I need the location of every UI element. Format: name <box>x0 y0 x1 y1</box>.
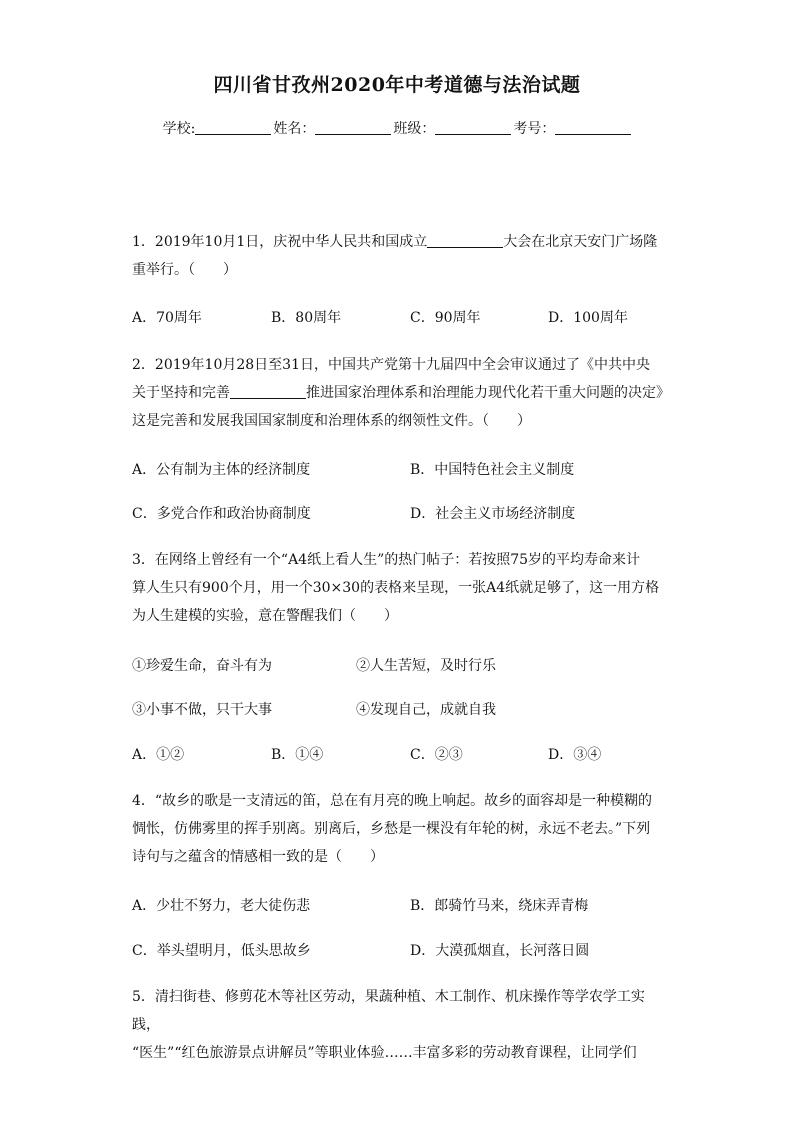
question-1-blank <box>427 233 503 248</box>
question-3-stem <box>132 546 672 630</box>
question-3-line-1: 3．在网络上曾经有一个“A4纸上看人生”的热门帖子：若按照75岁的平均寿命来计 <box>132 552 641 568</box>
exam-no-label: 考号： <box>513 121 556 137</box>
question-1-option-b: B．80周年 <box>271 310 342 326</box>
question-3-option-a: A．①② <box>132 747 185 763</box>
question-2-blank <box>230 384 306 399</box>
question-2-option-c: C．多党合作和政治协商制度 <box>132 506 311 522</box>
exam-no-blank[interactable] <box>555 120 631 135</box>
question-1-line-2: 重举行。（ ） <box>132 262 237 278</box>
question-2-option-d: D．社会主义市场经济制度 <box>410 506 576 522</box>
question-3-statement-3: ③小事不做，只干大事 <box>132 702 272 718</box>
name-label: 姓名： <box>273 121 316 137</box>
question-4-option-a: A．少壮不努力，老大徒伤悲 <box>132 898 311 914</box>
school-blank[interactable] <box>195 120 271 135</box>
question-3-statement-4: ④发现自己，成就自我 <box>356 702 496 718</box>
question-5-line-1: 5．清扫街巷、修剪花木等社区劳动，果蔬种植、木工制作、机床操作等学农学工实践， <box>132 989 645 1033</box>
question-2-option-a: A．公有制为主体的经济制度 <box>132 462 311 478</box>
school-label: 学校: <box>162 121 196 137</box>
question-4-line-3: 诗句与之蕴含的情感相一致的是（ ） <box>132 849 384 865</box>
class-label: 班级： <box>393 121 436 137</box>
question-2-option-b: B．中国特色社会主义制度 <box>410 462 575 478</box>
question-1-option-c: C．90周年 <box>410 310 481 326</box>
exam-title: 四川省甘孜州2020年中考道德与法治试题 <box>213 74 581 96</box>
question-2-line-3: 这是完善和发展我国国家制度和治理体系的纲领性文件。（ ） <box>132 413 531 429</box>
question-3-option-b: B．①④ <box>271 747 324 763</box>
question-1-option-d: D．100周年 <box>548 310 628 326</box>
question-2-line-1: 2．2019年10月28日至31日，中国共产党第十九届四中全会审议通过了《中共中央 <box>132 357 650 373</box>
name-blank[interactable] <box>315 120 391 135</box>
question-4-line-2: 惆怅，仿佛雾里的挥手别离。别离后，乡愁是一棵没有年轮的树，永远不老去。”下列 <box>132 821 651 837</box>
question-4-option-c: C．举头望明月，低头思故乡 <box>132 943 311 959</box>
question-4-option-b: B．郎骑竹马来，绕床弄青梅 <box>410 898 589 914</box>
question-1-option-a: A．70周年 <box>132 310 202 326</box>
question-1-stem <box>132 228 672 284</box>
question-2-stem <box>132 351 672 435</box>
question-1-line-1: 1．2019年10月1日，庆祝中华人民共和国成立 大会在北京天安门广场隆 <box>132 234 658 250</box>
question-3-line-2: 算人生只有900个月，用一个30×30的表格来呈现，一张A4纸就足够了，这一用方格 <box>132 580 660 596</box>
question-4-line-1: 4．“故乡的歌是一支清远的笛，总在有月亮的晚上响起。故乡的面容却是一种模糊的 <box>132 793 653 809</box>
question-4-stem <box>132 787 672 871</box>
question-3-option-c: C．②③ <box>410 747 463 763</box>
question-3-statement-2: ②人生苦短，及时行乐 <box>356 658 496 674</box>
question-5-line-2: “医生”“红色旅游景点讲解员”等职业体验……丰富多彩的劳动教育课程，让同学们 <box>132 1045 637 1061</box>
class-blank[interactable] <box>435 120 511 135</box>
question-4-option-d: D．大漠孤烟直，长河落日圆 <box>410 943 590 959</box>
question-3-statement-1: ①珍爱生命，奋斗有为 <box>132 658 272 674</box>
question-2-line-2: 关于坚持和完善 推进国家治理体系和治理能力现代化若干重大问题的决定》 <box>132 385 670 401</box>
student-info-row <box>0 118 794 138</box>
question-5-stem <box>132 983 672 1067</box>
question-3-line-3: 为人生建模的实验，意在警醒我们（ ） <box>132 608 398 624</box>
question-3-option-d: D．③④ <box>548 747 602 763</box>
